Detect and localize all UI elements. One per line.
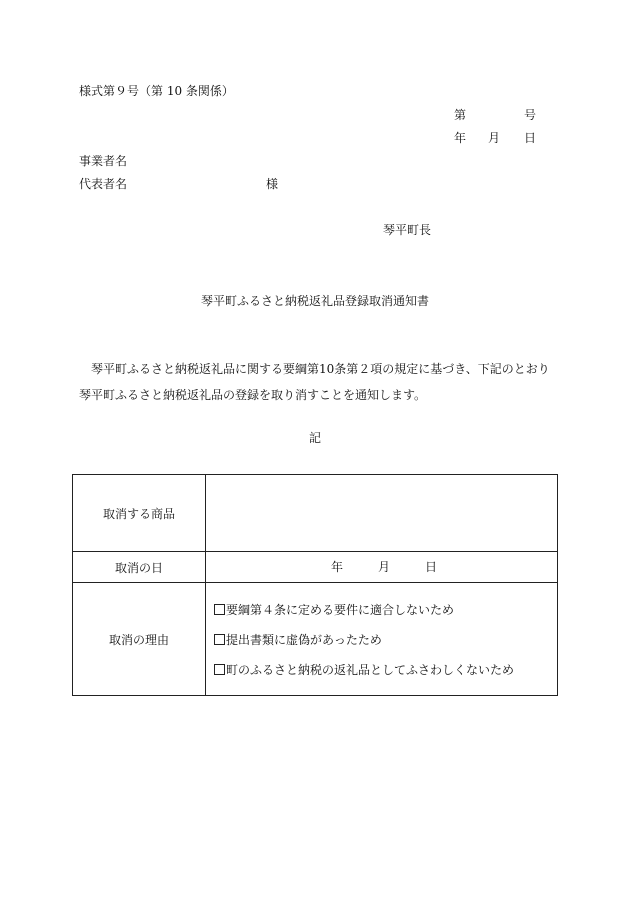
reason-text: 町のふるさと納税の返礼品としてふさわしくないため xyxy=(226,663,515,677)
sender-name: 琴平町長 xyxy=(383,223,432,237)
cancel-date-value xyxy=(206,552,558,583)
doc-number-suffix: 号 xyxy=(524,108,537,122)
table-row xyxy=(73,475,558,552)
cancel-reason-list xyxy=(206,583,558,696)
honorific: 様 xyxy=(266,177,279,191)
list-item xyxy=(214,625,557,655)
cancel-date-month: 月 xyxy=(378,560,391,574)
date-day-label: 日 xyxy=(524,131,537,145)
checkbox-icon[interactable] xyxy=(214,634,225,645)
reason-text: 要綱第４条に定める要件に適合しないため xyxy=(226,603,455,617)
representative-label: 代表者名 xyxy=(79,177,128,191)
business-name-label: 事業者名 xyxy=(79,154,128,168)
table-row xyxy=(73,552,558,583)
doc-number-prefix: 第 xyxy=(454,108,467,122)
checkbox-icon[interactable] xyxy=(214,664,225,675)
cancel-date-year: 年 xyxy=(331,560,344,574)
body-paragraph: 琴平町ふるさと納税返礼品に関する要綱第10条第２項の規定に基づき、下記のとおり琴平町ふるさと納税返礼品の登録を取り消すことを通知します。 xyxy=(79,362,550,402)
cancel-product-label: 取消する商品 xyxy=(73,475,206,552)
cancel-date-day: 日 xyxy=(425,560,438,574)
cancel-product-value xyxy=(206,475,558,552)
table-row xyxy=(73,583,558,696)
document-title: 琴平町ふるさと納税返礼品登録取消通知書 xyxy=(200,294,429,308)
list-item xyxy=(214,655,557,685)
form-number: 様式第９号（第 10 条関係） xyxy=(79,84,234,98)
cancellation-table xyxy=(72,474,558,696)
list-item xyxy=(214,595,557,625)
date-month-label: 月 xyxy=(488,131,501,145)
date-year-label: 年 xyxy=(454,131,467,145)
checkbox-icon[interactable] xyxy=(214,604,225,615)
reason-text: 提出書類に虚偽があったため xyxy=(226,633,382,647)
cancel-reason-label: 取消の理由 xyxy=(73,583,206,696)
cancel-date-label: 取消の日 xyxy=(73,552,206,583)
note-heading: 記 xyxy=(308,431,321,445)
